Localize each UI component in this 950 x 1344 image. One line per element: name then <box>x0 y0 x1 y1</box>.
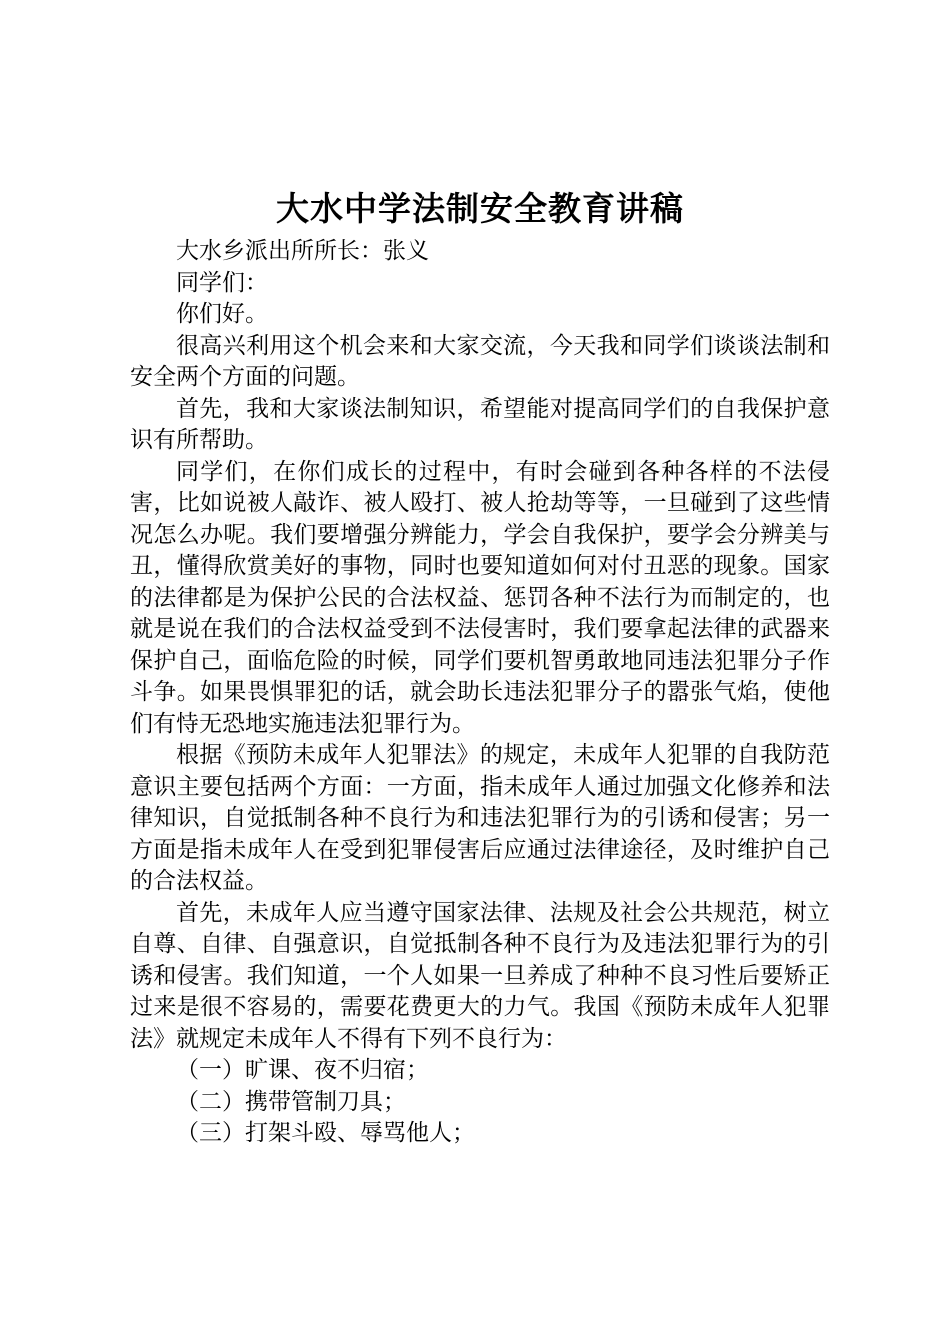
salutation: 同学们： <box>176 269 268 296</box>
list-item-3: （三）打架斗殴、辱骂他人； <box>176 1120 475 1146</box>
author-line: 大水乡派出所所长：张义 <box>176 238 429 264</box>
paragraph-self-protection: 同学们，在你们成长的过程中，有时会碰到各种各样的不法侵害，比如说被人敲诈、被人殴打、被人抢劫等等，一旦碰到了这些情况怎么办呢。我们要增强分辨能力，学会自我保护，要学会分辨美与丑，懂得欣赏美好的事物，同时也要知道如何对付丑恶的现象。国家的法律都是为保护公民的合法权益、惩罚各种不法行为而制定的，也就是说在我们的合法权益受到不法侵害时，我们要拿起法律的武器来保护自己，面临危险的时候，同学们要机智勇敢地同违法犯罪分子作斗争。如果畏惧罪犯的话，就会助长违法犯罪分子的嚣张气焰，使他们有恃无恐地实施违法犯罪行为。 <box>130 458 830 737</box>
document-page <box>130 186 830 1150</box>
paragraph-prevention-law: 根据《预防未成年人犯罪法》的规定，未成年人犯罪的自我防范意识主要包括两个方面：一方面，指未成年人通过加强文化修养和法律知识，自觉抵制各种不良行为和违法犯罪行为的引诱和侵害；另一方面是指未成年人在受到犯罪侵害后应通过法律途径，及时维护自己的合法权益。 <box>130 742 830 894</box>
greeting: 你们好。 <box>176 301 268 327</box>
list-item-1: （一）旷课、夜不归宿； <box>176 1057 429 1083</box>
list-item-2: （二）携带管制刀具； <box>176 1088 406 1115</box>
paragraph-intro: 很高兴利用这个机会来和大家交流，今天我和同学们谈谈法制和安全两个方面的问题。 <box>130 332 830 390</box>
paragraph-obey-law: 首先，未成年人应当遵守国家法律、法规及社会公共规范，树立自尊、自律、自强意识，自觉抵制各种不良行为及违法犯罪行为的引诱和侵害。我们知道，一个人如果一旦养成了种种不良习性后要矫正过来是很不容易的，需要花费更大的力气。我国《预防未成年人犯罪法》就规定未成年人不得有下列不良行为： <box>130 899 830 1052</box>
paragraph-legal-knowledge: 首先，我和大家谈法制知识，希望能对提高同学们的自我保护意识有所帮助。 <box>130 395 830 453</box>
document-title: 大水中学法制安全教育讲稿 <box>276 189 684 228</box>
